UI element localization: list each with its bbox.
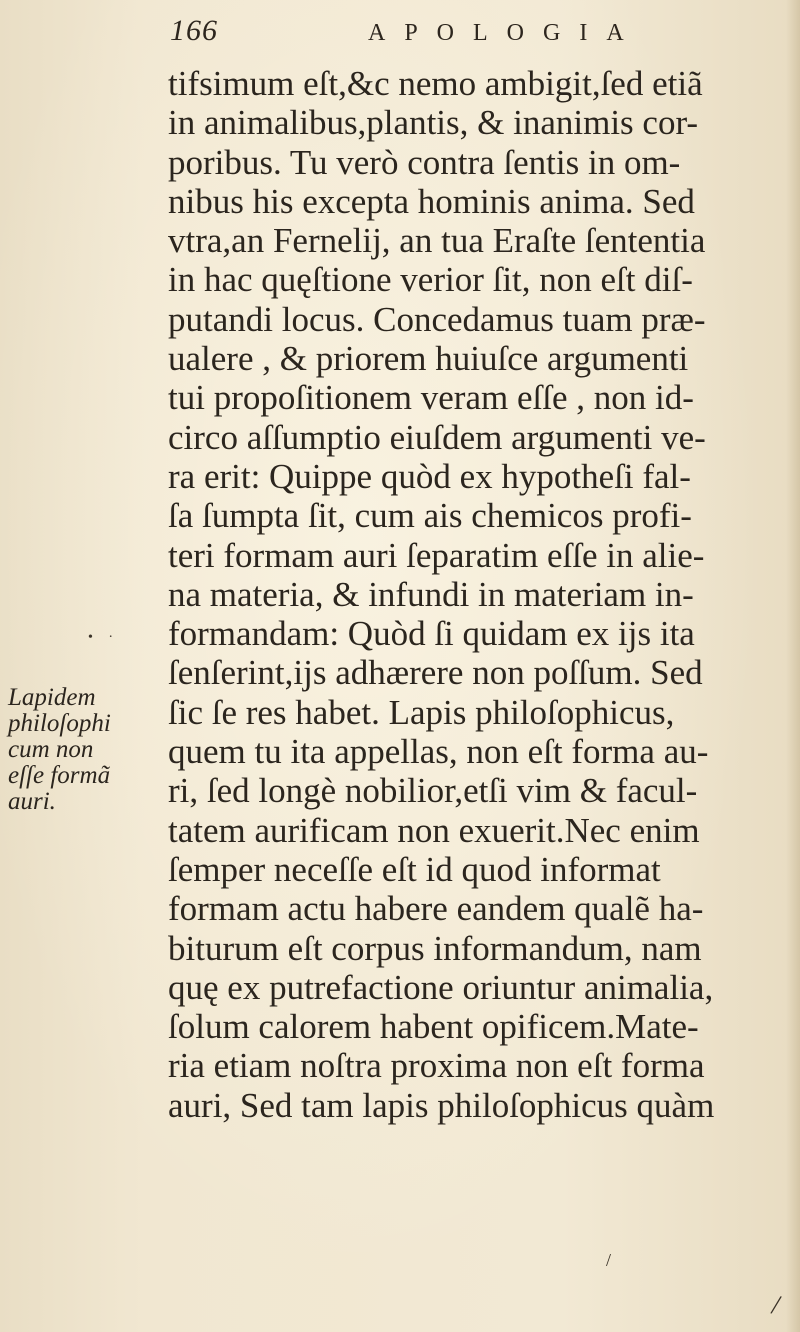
text-line: biturum eſt corpus informandum, nam xyxy=(168,928,702,968)
ink-tick-mark: / xyxy=(606,1250,612,1270)
text-line: teri formam auri ſeparatim eſſe in alie- xyxy=(168,535,705,575)
text-line: vtra,an Fernelij, an tua Eraſte ſententia xyxy=(168,221,706,261)
text-line: in hac quęſtione verior ſit, non eſt diſ- xyxy=(168,260,693,300)
text-line: ſemper neceſſe eſt id quod informat xyxy=(168,849,661,889)
text-line: tatem aurificam non exuerit.Nec enim xyxy=(168,810,700,850)
text-line: formandam: Quòd ſi quidam ex ijs ita xyxy=(168,614,695,654)
marginal-note-line: cum non xyxy=(8,736,94,763)
corner-ink-mark: / xyxy=(768,1289,784,1322)
body-text xyxy=(168,64,768,1125)
margin-ink-dots: • · xyxy=(88,630,120,645)
text-line: na materia, & infundi in materiam in- xyxy=(168,574,694,614)
text-line: formam actu habere eandem qualẽ ha- xyxy=(168,889,704,929)
text-line: putandi locus. Concedamus tuam præ- xyxy=(168,299,706,339)
text-line: nibus his excepta hominis anima. Sed xyxy=(168,181,695,221)
text-line: auri, Sed tam lapis philoſophicus quàm xyxy=(168,1085,715,1125)
text-line: ſenſerint,ijs adhærere non poſſum. Sed xyxy=(168,653,703,693)
page-edge-shadow xyxy=(786,0,800,1332)
text-line: tifsimum eſt,&c nemo ambigit,ſed etiã xyxy=(168,64,703,103)
text-line: circo aſſumptio eiuſdem argumenti ve- xyxy=(168,417,706,457)
text-line: quem tu ita appellas, non eſt forma au- xyxy=(168,732,709,772)
text-line: ſolum calorem habent opificem.Mate- xyxy=(168,1007,699,1047)
text-line: in animalibus,plantis, & inanimis cor- xyxy=(168,103,699,143)
page-header xyxy=(170,14,690,54)
marginal-note-line: eſſe formã xyxy=(8,762,111,789)
running-title: APOLOGIA xyxy=(368,20,643,46)
page-number: 166 xyxy=(170,14,218,47)
marginal-note-line: auri. xyxy=(8,788,56,815)
text-line: ſic ſe res habet. Lapis philoſophicus, xyxy=(168,692,675,732)
text-line: quę ex putrefactione oriuntur animalia, xyxy=(168,967,714,1007)
text-line: tui propoſitionem veram eſſe , non id- xyxy=(168,378,694,418)
text-line: ualere , & priorem huiuſce argumenti xyxy=(168,339,689,379)
marginal-note-line: philoſophi xyxy=(8,710,111,737)
marginal-note xyxy=(8,685,168,815)
text-line: ri, ſed longè nobilior,etſi vim & facul- xyxy=(168,771,698,811)
marginal-note-line: Lapidem xyxy=(8,684,96,711)
text-line: poribus. Tu verò contra ſentis in om- xyxy=(168,142,681,182)
text-line: ra erit: Quippe quòd ex hypotheſi fal- xyxy=(168,456,691,496)
text-line: ria etiam noſtra proxima non eſt forma xyxy=(168,1046,705,1086)
text-line: ſa ſumpta ſit, cum ais chemicos profi- xyxy=(168,496,692,536)
